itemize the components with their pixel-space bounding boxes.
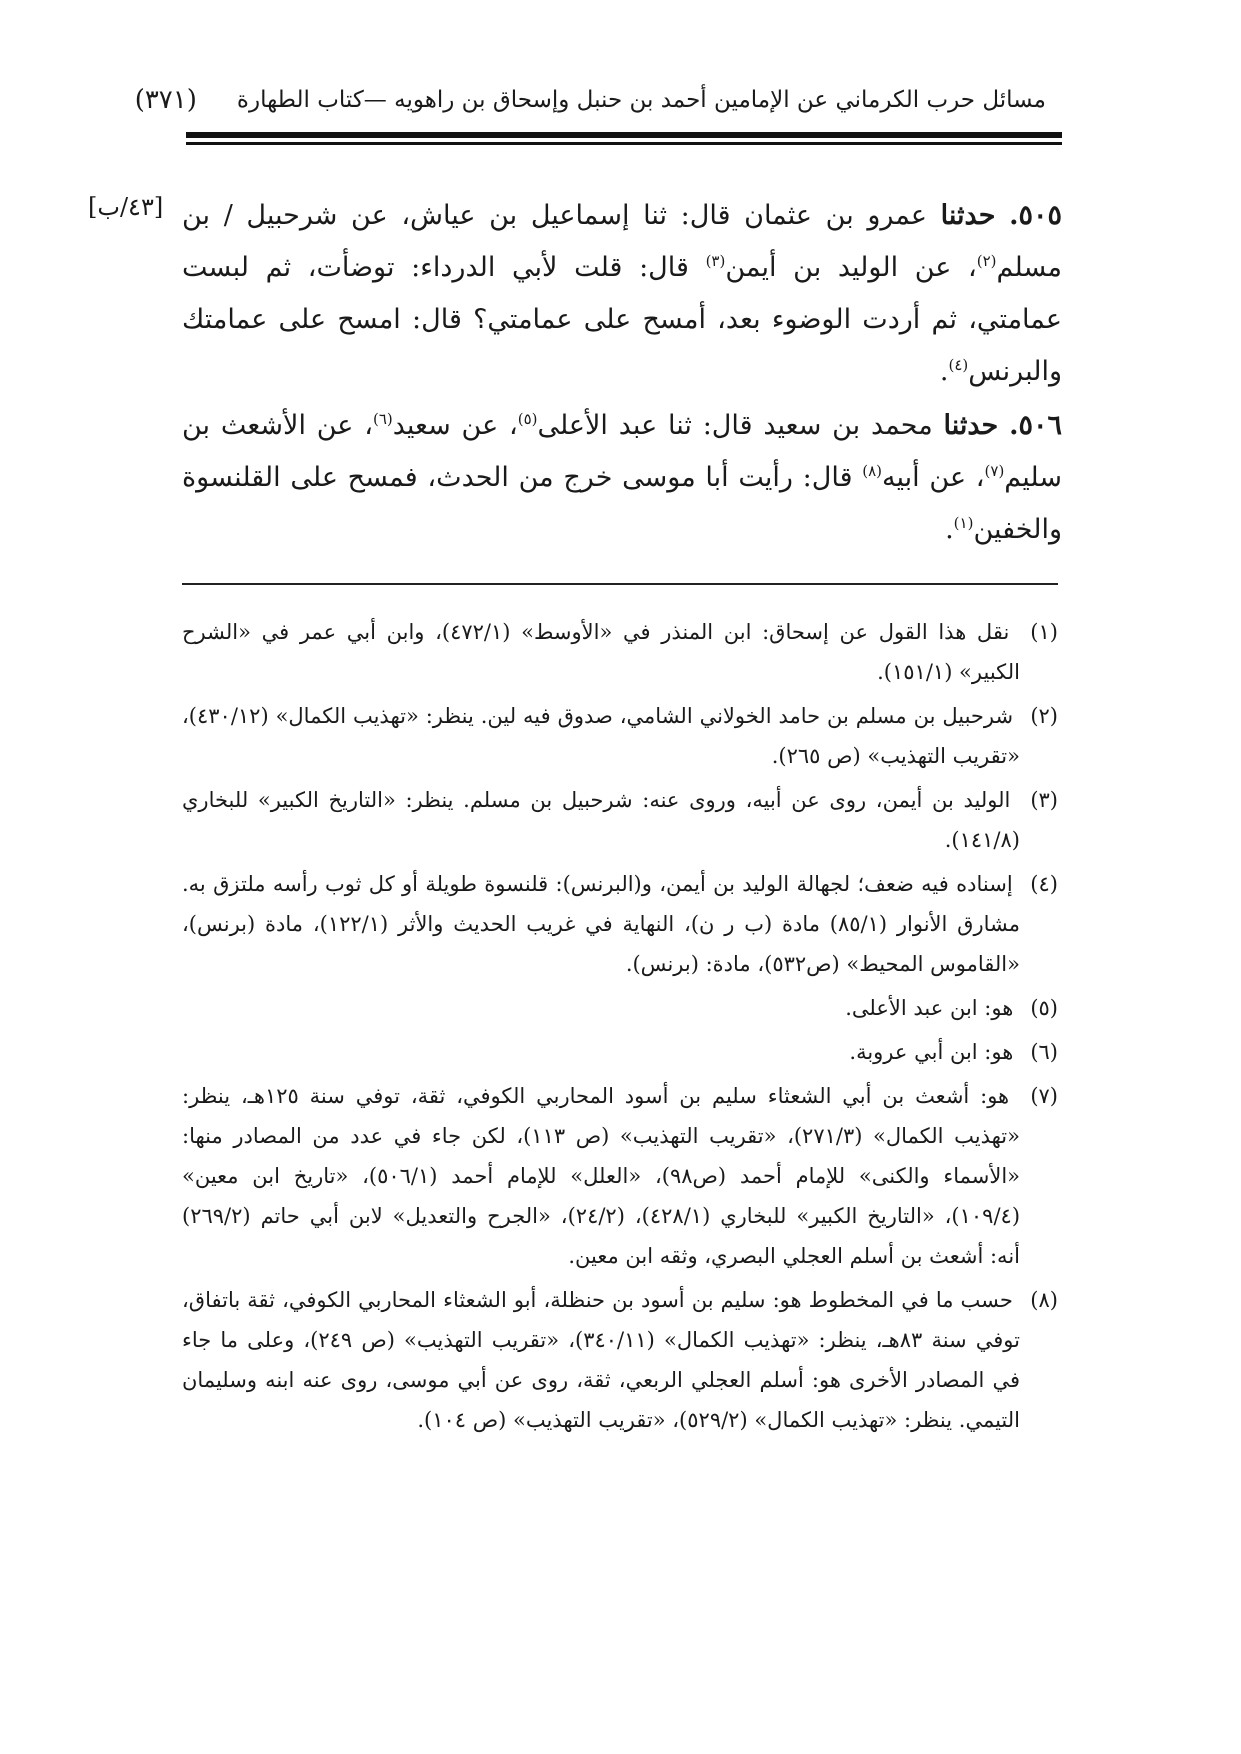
footnote-number: (٦) — [1030, 1040, 1058, 1064]
page-number: (٣٧١) — [134, 85, 197, 115]
running-header — [134, 80, 1046, 120]
footnote-ref: (٥) — [517, 410, 538, 428]
footnote-3 — [182, 780, 1058, 860]
footnote-ref: (٤) — [948, 356, 969, 374]
hadith-text: . — [945, 514, 954, 545]
footnote-number: (٤) — [1030, 872, 1058, 896]
hadith-text: ، عن الأشعث بن سليم — [182, 410, 1062, 493]
footnote-number: (١) — [1030, 620, 1058, 644]
footnote-ref: (٣) — [705, 252, 726, 270]
manuscript-folio-ref: [٤٣/ب] — [88, 193, 164, 221]
footnote-text: نقل هذا القول عن إسحاق: ابن المنذر في «الأوسط» (٤٧٢/١)، وابن أبي عمر في «الشرح الكبير» (١٥١/١). — [182, 620, 1020, 684]
hadith-text: ، عن أبيه — [882, 462, 985, 493]
footnotes — [182, 612, 1058, 1444]
footnote-text: شرحبيل بن مسلم بن حامد الخولاني الشامي، صدوق فيه لين. ينظر: «تهذيب الكمال» (٤٣٠/١٢)، «تقريب التهذيب» (ص ٢٦٥). — [182, 704, 1020, 768]
main-text — [182, 190, 1062, 556]
header-rule-thick — [186, 132, 1062, 138]
footnote-text: هو: أشعث بن أبي الشعثاء سليم بن أسود المحاربي الكوفي، ثقة، توفي سنة ١٢٥هـ، ينظر: «تهذيب الكمال» (٢٧١/٣)، «تقريب التهذيب» (ص ١١٣)، لكن جاء في عدد من المصادر منها: «الأسماء والكنى» للإمام أحمد (ص٩٨)، «العلل» للإمام أحمد (٥٠٦/١)، «تاريخ ابن معين» (١٠٩/٤)، «التاريخ الكبير» للبخاري (٤٢٨/١)، (٢٤/٢)، «الجرح والتعديل» لابن أبي حاتم (٢٦٩/٢) أنه: أشعث بن أسلم العجلي البصري، وثقه ابن معين. — [182, 1084, 1021, 1268]
footnote-separator — [182, 583, 1058, 585]
footnote-text: إسناده فيه ضعف؛ لجهالة الوليد بن أيمن، و(البرنس): قلنسوة طويلة أو كل ثوب رأسه ملتزق به. مشارق الأنوار (٨٥/١) مادة (ب ر ن)، النهاية في غريب الحديث والأثر (١٢٢/١)، مادة (برنس)، «القاموس المحيط» (ص٥٣٢)، مادة: (برنس). — [182, 872, 1020, 976]
footnote-1 — [182, 612, 1058, 692]
footnote-number: (٧) — [1030, 1084, 1058, 1108]
hadith-text: محمد بن سعيد قال: ثنا عبد الأعلى — [537, 410, 944, 441]
hadith-506 — [182, 400, 1062, 556]
footnote-4 — [182, 864, 1058, 984]
footnote-text: الوليد بن أيمن، روى عن أبيه، وروى عنه: شرحبيل بن مسلم. ينظر: «التاريخ الكبير» للبخاري (١٤١/٨). — [182, 788, 1020, 852]
footnote-ref: (١) — [953, 514, 974, 532]
hadith-text: ، عن الوليد بن أيمن — [725, 252, 977, 283]
footnote-7 — [182, 1076, 1058, 1276]
footnote-8 — [182, 1280, 1058, 1440]
footnote-text: حسب ما في المخطوط هو: سليم بن أسود بن حنظلة، أبو الشعثاء المحاربي الكوفي، ثقة باتفاق، توفي سنة ٨٣هـ، ينظر: «تهذيب الكمال» (٣٤٠/١١)، «تقريب التهذيب» (ص ٢٤٩)، وعلى ما جاء في المصادر الأخرى هو: أسلم العجلي الربعي، ثقة، روى عن أبي موسى، روى عنه ابنه وسليمان التيمي. ينظر: «تهذيب الكمال» (٥٢٩/٢)، «تقريب التهذيب» (ص ١٠٤). — [182, 1288, 1020, 1432]
footnote-text: هو: ابن أبي عروبة. — [849, 1040, 1014, 1064]
hadith-text: . — [939, 356, 949, 387]
hadith-opening-word: حدثنا — [940, 200, 996, 231]
footnote-number: (٨) — [1030, 1288, 1058, 1312]
footnote-ref: (٦) — [372, 410, 393, 428]
footnote-5 — [182, 988, 1058, 1028]
hadith-505 — [182, 190, 1062, 398]
hadith-text: قال: رأيت أبا موسى خرج من الحدث، فمسح على القلنسوة والخفين — [182, 462, 1062, 545]
footnote-ref: (٧) — [984, 462, 1005, 480]
header-rule-thin — [186, 142, 1062, 145]
hadith-text: قال: قلت لأبي الدرداء: توضأت، ثم لبست عمامتي، ثم أردت الوضوء بعد، أمسح على عمامتي؟ قال: امسح على عمامتك والبرنس — [182, 252, 1062, 387]
hadith-opening-word: حدثنا — [943, 410, 999, 441]
footnote-6 — [182, 1032, 1058, 1072]
footnote-ref: (٨) — [862, 462, 883, 480]
hadith-text: عمرو بن عثمان قال: ثنا إسماعيل بن عياش، عن شرحبيل / بن مسلم — [182, 200, 1062, 283]
footnote-number: (٣) — [1030, 788, 1058, 812]
hadith-text: ، عن سعيد — [392, 410, 518, 441]
footnote-ref: (٢) — [976, 252, 997, 270]
header-title: مسائل حرب الكرماني عن الإمامين أحمد بن حنبل وإسحاق بن راهويه —كتاب الطهارة — [236, 87, 1046, 113]
footnote-number: (٥) — [1030, 996, 1058, 1020]
hadith-number: ٥٠٥. — [1009, 200, 1062, 231]
footnote-2 — [182, 696, 1058, 776]
footnote-text: هو: ابن عبد الأعلى. — [845, 996, 1014, 1020]
hadith-number: ٥٠٦. — [1009, 410, 1062, 441]
footnote-number: (٢) — [1030, 704, 1058, 728]
